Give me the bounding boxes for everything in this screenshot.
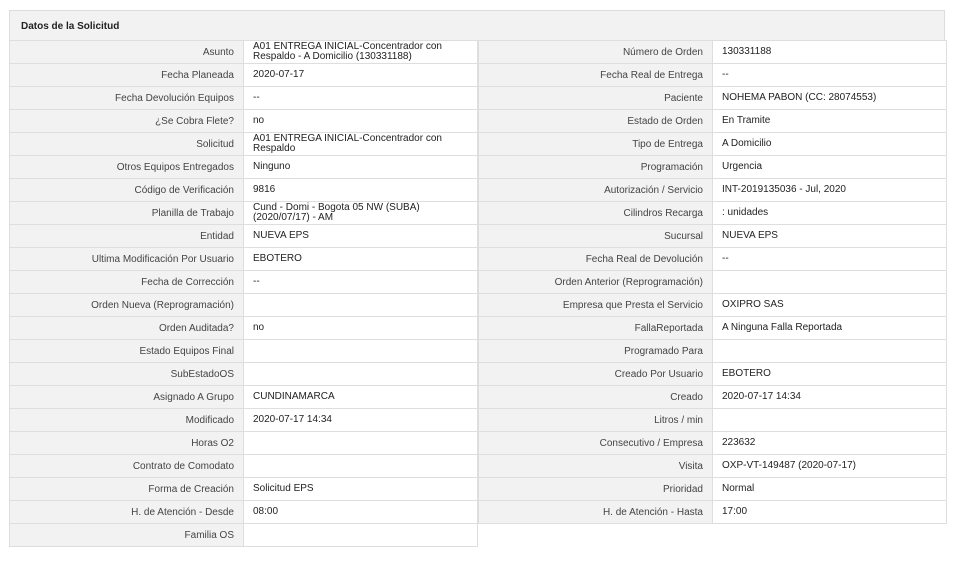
field-value: En Tramite — [713, 110, 946, 132]
field-row-prioridad — [478, 478, 947, 501]
field-value: NOHEMA PABON (CC: 28074553) — [713, 87, 946, 109]
field-label: Otros Equipos Entregados — [10, 156, 244, 178]
field-row-tipo-de-entrega — [478, 133, 947, 156]
field-value — [244, 432, 477, 454]
field-value: 9816 — [244, 179, 477, 201]
field-row-contrato-de-comodato — [9, 455, 478, 478]
field-label: Tipo de Entrega — [479, 133, 713, 155]
field-value — [713, 409, 946, 431]
field-value: CUNDINAMARCA — [244, 386, 477, 408]
field-label: Modificado — [10, 409, 244, 431]
field-value — [244, 455, 477, 477]
field-label: Fecha Planeada — [10, 64, 244, 86]
field-row-estado-de-orden — [478, 110, 947, 133]
field-row-planilla-de-trabajo — [9, 202, 478, 225]
field-label: Solicitud — [10, 133, 244, 155]
field-row-estado-equipos-final — [9, 340, 478, 363]
field-row-cilindros-recarga — [478, 202, 947, 225]
field-value: Cund - Domi - Bogota 05 NW (SUBA) (2020/07/17) - AM — [244, 202, 477, 224]
field-label: Orden Nueva (Reprogramación) — [10, 294, 244, 316]
field-row-programado-para — [478, 340, 947, 363]
field-row-solicitud — [9, 133, 478, 156]
field-label: Programación — [479, 156, 713, 178]
field-value: 2020-07-17 — [244, 64, 477, 86]
field-label: Consecutivo / Empresa — [479, 432, 713, 454]
field-label: Fecha de Corrección — [10, 271, 244, 293]
field-row-asignado-a-grupo — [9, 386, 478, 409]
field-value: NUEVA EPS — [244, 225, 477, 247]
field-row-orden-auditada — [9, 317, 478, 340]
field-label: FallaReportada — [479, 317, 713, 339]
field-row-fecha-devolucion-equipos — [9, 87, 478, 110]
field-value — [244, 294, 477, 316]
field-value: Normal — [713, 478, 946, 500]
field-row-programacion — [478, 156, 947, 179]
field-value: OXP-VT-149487 (2020-07-17) — [713, 455, 946, 477]
field-row-numero-de-orden — [478, 40, 947, 64]
field-value: no — [244, 317, 477, 339]
field-label: H. de Atención - Hasta — [479, 501, 713, 523]
field-label: Asunto — [10, 41, 244, 63]
field-value: Solicitud EPS — [244, 478, 477, 500]
field-row-h-de-atencion-hasta — [478, 501, 947, 524]
field-row-sucursal — [478, 225, 947, 248]
field-value — [713, 340, 946, 362]
panel-title: Datos de la Solicitud — [9, 10, 945, 40]
field-value: : unidades — [713, 202, 946, 224]
field-row-fecha-de-correccion — [9, 271, 478, 294]
field-row-entidad — [9, 225, 478, 248]
field-row-codigo-de-verificacion — [9, 179, 478, 202]
field-value: -- — [713, 248, 946, 270]
field-value — [713, 271, 946, 293]
field-value: 130331188 — [713, 41, 946, 63]
field-label: Código de Verificación — [10, 179, 244, 201]
field-row-orden-nueva-reprogramacion — [9, 294, 478, 317]
field-value: A Ninguna Falla Reportada — [713, 317, 946, 339]
field-value: 2020-07-17 14:34 — [713, 386, 946, 408]
field-label: Familia OS — [10, 524, 244, 546]
field-row-fecha-real-de-entrega — [478, 64, 947, 87]
field-value: Urgencia — [713, 156, 946, 178]
field-label: Ultima Modificación Por Usuario — [10, 248, 244, 270]
field-label: Creado Por Usuario — [479, 363, 713, 385]
field-value: A01 ENTREGA INICIAL-Concentrador con Respaldo — [244, 133, 477, 155]
field-label: Entidad — [10, 225, 244, 247]
field-value: INT-2019135036 - Jul, 2020 — [713, 179, 946, 201]
field-row-h-de-atencion-desde — [9, 501, 478, 524]
field-value: NUEVA EPS — [713, 225, 946, 247]
field-label: Orden Anterior (Reprogramación) — [479, 271, 713, 293]
details-left-column — [9, 40, 478, 547]
field-value: -- — [244, 87, 477, 109]
field-value: A Domicilio — [713, 133, 946, 155]
field-value: 08:00 — [244, 501, 477, 523]
field-row-autorizacion-servicio — [478, 179, 947, 202]
field-value: OXIPRO SAS — [713, 294, 946, 316]
field-label: Forma de Creación — [10, 478, 244, 500]
details-right-column — [478, 40, 947, 524]
field-label: Número de Orden — [479, 41, 713, 63]
field-label: Programado Para — [479, 340, 713, 362]
field-row-modificado — [9, 409, 478, 432]
field-label: Planilla de Trabajo — [10, 202, 244, 224]
field-label: Autorización / Servicio — [479, 179, 713, 201]
field-label: Estado Equipos Final — [10, 340, 244, 362]
field-label: Litros / min — [479, 409, 713, 431]
field-value: A01 ENTREGA INICIAL-Concentrador con Respaldo - A Domicilio (130331188) — [244, 41, 477, 63]
field-row-creado-por-usuario — [478, 363, 947, 386]
field-row-litros-min — [478, 409, 947, 432]
field-row-paciente — [478, 87, 947, 110]
field-row-ultima-modificacion-por-usuario — [9, 248, 478, 271]
field-value: 223632 — [713, 432, 946, 454]
field-label: Fecha Real de Devolución — [479, 248, 713, 270]
field-row-consecutivo-empresa — [478, 432, 947, 455]
field-label: Contrato de Comodato — [10, 455, 244, 477]
field-label: Fecha Real de Entrega — [479, 64, 713, 86]
field-label: Visita — [479, 455, 713, 477]
field-value: -- — [244, 271, 477, 293]
field-value: 2020-07-17 14:34 — [244, 409, 477, 431]
field-value: -- — [713, 64, 946, 86]
field-row-fallareportada — [478, 317, 947, 340]
request-details-panel — [9, 10, 945, 553]
field-row-fecha-planeada — [9, 64, 478, 87]
field-row-horas-o2 — [9, 432, 478, 455]
field-value: 17:00 — [713, 501, 946, 523]
field-row-asunto — [9, 40, 478, 64]
field-label: Asignado A Grupo — [10, 386, 244, 408]
field-label: Fecha Devolución Equipos — [10, 87, 244, 109]
field-row-orden-anterior-reprogramacion — [478, 271, 947, 294]
field-row-creado — [478, 386, 947, 409]
field-label: Orden Auditada? — [10, 317, 244, 339]
field-label: Estado de Orden — [479, 110, 713, 132]
field-label: Prioridad — [479, 478, 713, 500]
field-label: Creado — [479, 386, 713, 408]
field-row-forma-de-creacion — [9, 478, 478, 501]
field-row-otros-equipos-entregados — [9, 156, 478, 179]
field-row-visita — [478, 455, 947, 478]
field-row-subestadoos — [9, 363, 478, 386]
field-row-familia-os — [9, 524, 478, 547]
field-value: no — [244, 110, 477, 132]
field-label: ¿Se Cobra Flete? — [10, 110, 244, 132]
field-value — [244, 363, 477, 385]
field-value: EBOTERO — [713, 363, 946, 385]
field-label: Empresa que Presta el Servicio — [479, 294, 713, 316]
field-value — [244, 524, 477, 546]
field-value: Ninguno — [244, 156, 477, 178]
field-row-empresa-que-presta-el-servicio — [478, 294, 947, 317]
field-value: EBOTERO — [244, 248, 477, 270]
field-row-se-cobra-flete — [9, 110, 478, 133]
field-value — [244, 340, 477, 362]
field-label: Horas O2 — [10, 432, 244, 454]
field-row-fecha-real-de-devolucion — [478, 248, 947, 271]
field-label: Paciente — [479, 87, 713, 109]
details-grid — [9, 40, 945, 553]
field-label: Cilindros Recarga — [479, 202, 713, 224]
field-label: Sucursal — [479, 225, 713, 247]
field-label: H. de Atención - Desde — [10, 501, 244, 523]
field-label: SubEstadoOS — [10, 363, 244, 385]
